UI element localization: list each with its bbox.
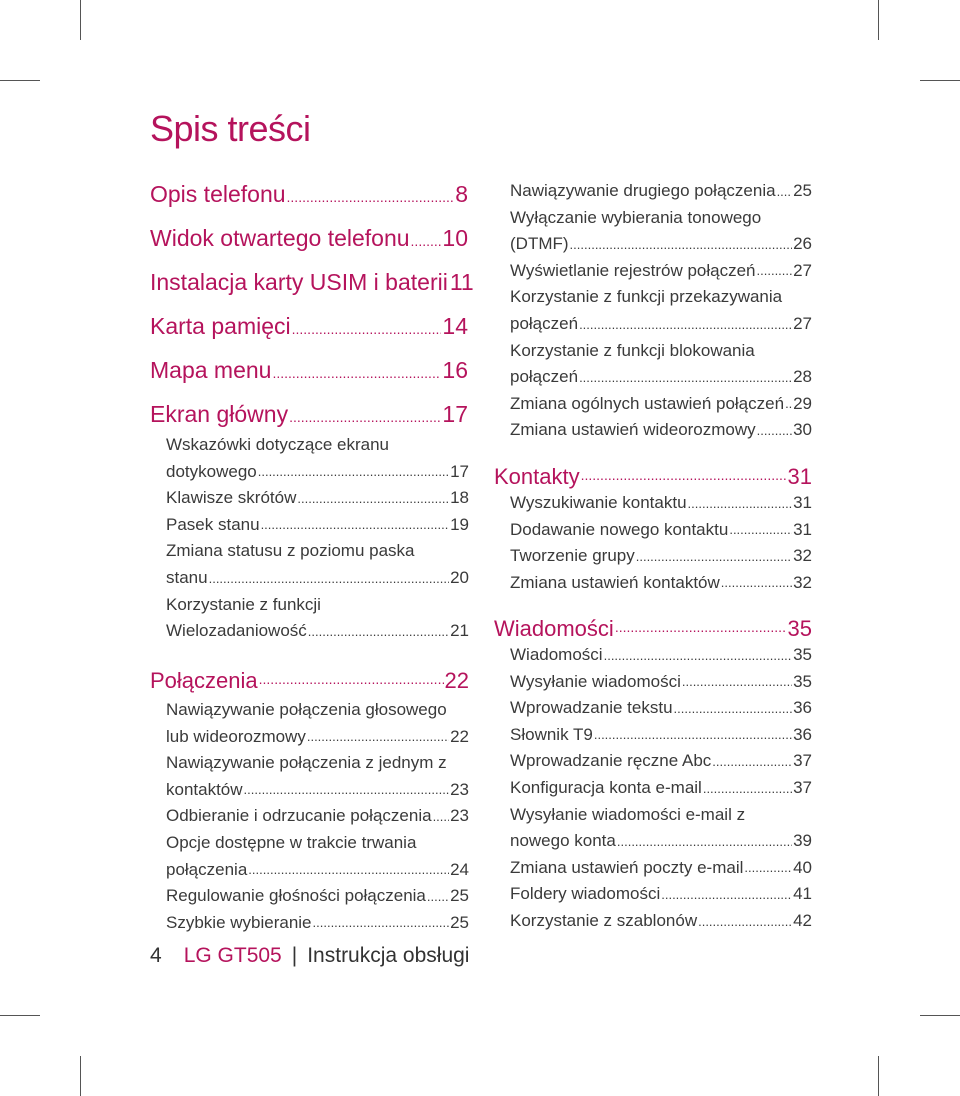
toc-subentry[interactable]: (DTMF) ..... 26 bbox=[510, 231, 812, 258]
crop-mark bbox=[0, 1015, 40, 1016]
toc-entry[interactable]: Mapa menu ..... 16 bbox=[150, 348, 468, 392]
toc-subentry-line1: Wyłączanie wybierania tonowego bbox=[510, 207, 762, 227]
toc-entry[interactable]: Karta pamięci ..... 14 bbox=[150, 304, 468, 348]
toc-subentry[interactable]: Dodawanie nowego kontaktu ..... 31 bbox=[510, 517, 812, 544]
toc-section-polaczenia[interactable]: Połączenia ..... 22 bbox=[150, 664, 469, 694]
toc-subentry[interactable]: Regulowanie głośności połączenia ..... 25 bbox=[166, 883, 469, 910]
guide-title: Instrukcja obsługi bbox=[307, 944, 470, 967]
crop-mark bbox=[80, 0, 81, 40]
footer-separator: | bbox=[291, 944, 298, 967]
toc-subentry[interactable]: połączeń ..... 28 bbox=[510, 364, 812, 391]
toc-subentry[interactable]: Nawiązywanie drugiego połączenia ..... 25 bbox=[510, 178, 812, 205]
crop-mark bbox=[80, 1056, 81, 1096]
toc-subentry-line1: Wskazówki dotyczące ekranu bbox=[166, 435, 389, 454]
crop-mark bbox=[878, 1056, 879, 1096]
toc-subentry-line1: Korzystanie z funkcji bbox=[166, 594, 321, 614]
toc-subentry[interactable]: kontaktów ..... 23 bbox=[166, 777, 469, 804]
crop-mark bbox=[878, 0, 879, 40]
toc-entry[interactable]: Ekran główny ..... 17 bbox=[150, 392, 468, 436]
toc-left-main bbox=[150, 172, 474, 436]
toc-entry[interactable]: Instalacja karty USIM i baterii 11 bbox=[150, 268, 474, 295]
toc-subentry[interactable]: połączeń ..... 27 bbox=[510, 311, 812, 338]
crop-mark bbox=[0, 80, 40, 81]
crop-mark bbox=[920, 1015, 960, 1016]
toc-subentry-line1: Wysyłanie wiadomości e-mail z bbox=[510, 804, 746, 824]
toc-subentry[interactable]: Zmiana ustawień poczty e-mail ..... 40 bbox=[510, 855, 812, 882]
toc-ekran-sub bbox=[166, 432, 469, 645]
toc-subentry[interactable]: Wysyłanie wiadomości ..... 35 bbox=[510, 669, 812, 696]
toc-kontakty-sub bbox=[510, 490, 812, 596]
toc-subentry-line1: Nawiązywanie połączenia głosowego bbox=[166, 700, 447, 719]
toc-kontakty bbox=[494, 460, 812, 490]
toc-polaczenia bbox=[150, 664, 469, 694]
toc-section-wiadomosci[interactable]: Wiadomości ..... 35 bbox=[494, 612, 812, 642]
page-number: 4 bbox=[150, 944, 162, 967]
toc-subentry[interactable]: Tworzenie grupy ..... 32 bbox=[510, 543, 812, 570]
toc-entry[interactable]: Widok otwartego telefonu ..... 10 bbox=[150, 216, 468, 260]
toc-subentry-line1: Zmiana statusu z poziomu paska bbox=[166, 541, 415, 561]
toc-subentry-line1: Nawiązywanie połączenia z jednym z bbox=[166, 753, 447, 773]
toc-subentry[interactable]: Szybkie wybieranie ..... 25 bbox=[166, 910, 469, 937]
toc-subentry[interactable]: połączenia ..... 24 bbox=[166, 857, 469, 884]
toc-subentry[interactable]: Pasek stanu ..... 19 bbox=[166, 512, 469, 539]
toc-subentry[interactable]: stanu ..... 20 bbox=[166, 565, 469, 592]
toc-subentry[interactable]: Wielozadaniowość ..... 21 bbox=[166, 618, 469, 645]
toc-polaczenia-sub bbox=[166, 697, 469, 936]
toc-subentry[interactable]: Foldery wiadomości ..... 41 bbox=[510, 881, 812, 908]
toc-subentry[interactable]: Wyszukiwanie kontaktu ..... 31 bbox=[510, 490, 812, 517]
toc-section-kontakty[interactable]: Kontakty ..... 31 bbox=[494, 460, 812, 490]
toc-subentry-line1: Korzystanie z funkcji blokowania bbox=[510, 340, 755, 360]
toc-right-cont bbox=[510, 178, 812, 444]
toc-subentry[interactable]: dotykowego ..... 17 bbox=[166, 459, 469, 486]
page-footer bbox=[150, 944, 469, 968]
toc-wiadomosci-sub bbox=[510, 642, 812, 935]
page-title: Spis treści bbox=[150, 108, 311, 149]
toc-subentry[interactable]: Wprowadzanie tekstu ..... 36 bbox=[510, 695, 812, 722]
toc-entry[interactable]: Opis telefonu ..... 8 bbox=[150, 172, 468, 216]
toc-subentry[interactable]: Odbieranie i odrzucanie połączenia ..... 23 bbox=[166, 803, 469, 830]
toc-subentry-line1: Korzystanie z funkcji przekazywania bbox=[510, 287, 783, 307]
toc-subentry[interactable]: Korzystanie z szablonów ..... 42 bbox=[510, 908, 812, 935]
toc-subentry[interactable]: nowego konta ..... 39 bbox=[510, 828, 812, 855]
model-name: LG GT505 bbox=[183, 944, 282, 967]
toc-subentry[interactable]: Wprowadzanie ręczne Abc ..... 37 bbox=[510, 748, 812, 775]
toc-subentry[interactable]: Konfiguracja konta e-mail ..... 37 bbox=[510, 775, 812, 802]
toc-subentry[interactable]: Klawisze skrótów ..... 18 bbox=[166, 485, 469, 512]
toc-subentry[interactable]: Zmiana ustawień wideorozmowy ..... 30 bbox=[510, 417, 812, 444]
toc-wiadomosci bbox=[494, 612, 812, 642]
toc-subentry[interactable]: Słownik T9 ..... 36 bbox=[510, 722, 812, 749]
toc-subentry[interactable]: Wiadomości ..... 35 bbox=[510, 642, 812, 669]
toc-subentry-line1: Opcje dostępne w trakcie trwania bbox=[166, 832, 417, 852]
toc-subentry[interactable]: Zmiana ogólnych ustawień połączeń ..... 29 bbox=[510, 391, 812, 418]
toc-subentry[interactable]: lub wideorozmowy ..... 22 bbox=[166, 724, 469, 751]
toc-subentry[interactable]: Wyświetlanie rejestrów połączeń ..... 27 bbox=[510, 258, 812, 285]
toc-subentry[interactable]: Zmiana ustawień kontaktów ..... 32 bbox=[510, 570, 812, 597]
crop-mark bbox=[920, 80, 960, 81]
